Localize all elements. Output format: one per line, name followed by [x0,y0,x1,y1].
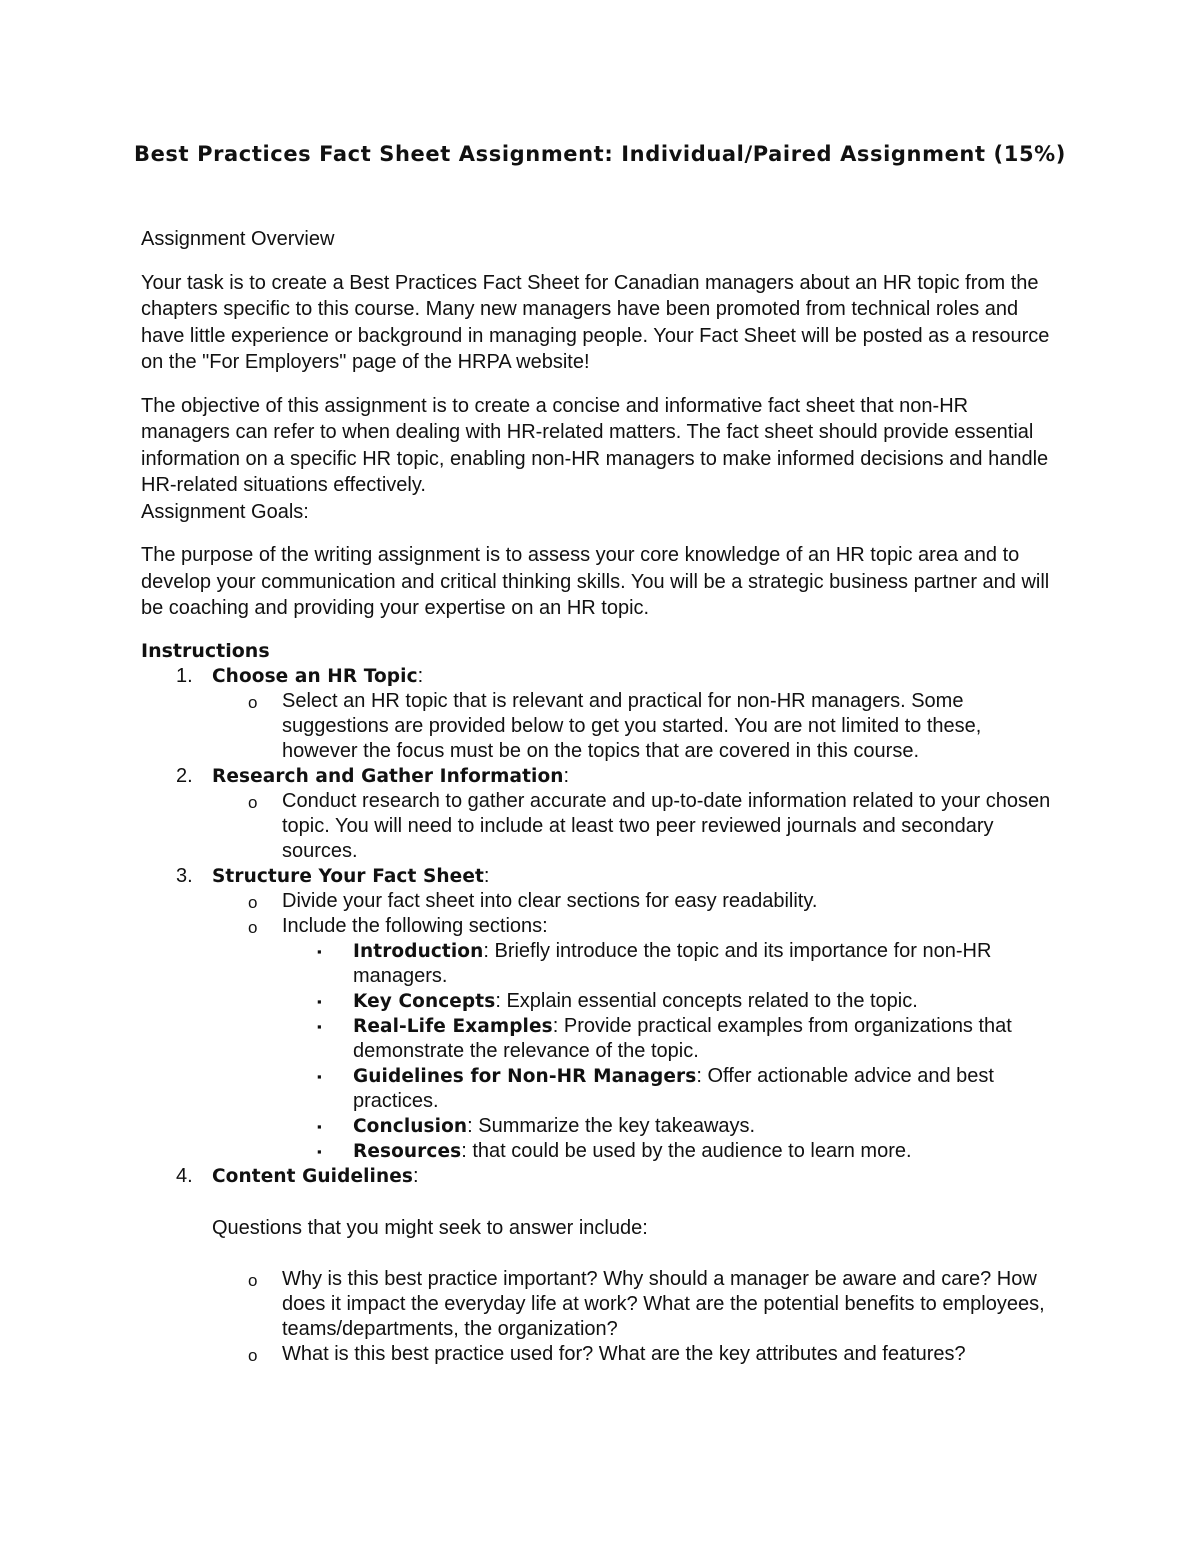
square-bullet-icon: ▪ [317,993,322,1009]
overview-heading: Assignment Overview [141,228,335,250]
step-4: 4. Content Guidelines: [176,1164,419,1187]
objective-paragraph: The objective of this assignment is to create a concise and informative fact sheet that non-HR managers can refer to when dealing with HR-related matters. The fact sheet should provide essential information on a specific HR topic, enabling non-HR managers to make informed decisions and handle HR-related situations effectively. [141,394,1049,496]
sub-bullet-marker: o [248,917,258,937]
question-text: Why is this best practice important? Why should a manager be aware and care? How does it impact the everyday life at work? What are the potential benefits to employees, teams/departments, the organization? [282,1268,1045,1340]
square-bullet-icon: ▪ [317,1018,322,1034]
step-1: 1. Choose an HR Topic: [176,664,424,687]
questions-intro: Questions that you might seek to answer include: [212,1216,648,1239]
step-3-sub-1 [141,889,1061,914]
step-2-sub-1 [141,789,1061,864]
section-item-guidelines: ▪ Guidelines for Non-HR Managers: Offer actionable advice and best practices. [317,1064,994,1112]
sub-item-text: Conduct research to gather accurate and up-to-date information related to your chosen topic. You will need to include at least two peer reviewed journals and secondary sources. [282,789,1051,862]
step-3-sub-2 [141,914,1061,939]
question-item-1 [141,1267,1061,1342]
section-item-real-life-examples: ▪ Real-Life Examples: Provide practical examples from organizations that demonstrate the relevance of the topic. [317,1014,1012,1062]
sub-bullet-marker: o [248,792,258,812]
step-number: 1. [176,664,193,687]
question-text: What is this best practice used for? What are the key attributes and features? [282,1343,966,1365]
sub-bullet-marker: o [248,1271,258,1290]
section-item-conclusion: ▪ Conclusion: Summarize the key takeaways. [317,1114,756,1137]
square-bullet-icon: ▪ [317,943,322,959]
purpose-paragraph: The purpose of the writing assignment is to assess your core knowledge of an HR topic area and to develop your communication and critical thinking skills. You will be a strategic business partner and will be coaching and providing your expertise on an HR topic. [141,544,1050,619]
step-title: Structure Your Fact Sheet [212,865,484,887]
document-body [141,226,1061,1367]
sub-bullet-marker: o [248,892,258,912]
goals-heading: Assignment Goals: [141,500,309,523]
step-title: Research and Gather Information [212,765,564,787]
square-bullet-icon: ▪ [317,1068,322,1084]
step-number: 4. [176,1164,193,1187]
sub-bullet-marker: o [248,692,258,712]
sub-item-text: Include the following sections: [282,914,548,937]
instructions-heading: Instructions [141,639,270,662]
section-item-introduction: ▪ Introduction: Briefly introduce the topic and its importance for non-HR managers. [317,939,992,987]
section-item-key-concepts: ▪ Key Concepts: Explain essential concepts related to the topic. [317,989,918,1012]
question-item-2 [141,1342,1061,1367]
step-title: Choose an HR Topic [212,665,418,687]
step-number: 2. [176,764,193,787]
sub-bullet-marker: o [248,1346,258,1365]
step-1-sub-1 [141,689,1061,764]
step-number: 3. [176,864,193,887]
overview-paragraph: Your task is to create a Best Practices Fact Sheet for Canadian managers about an HR topic from the chapters specific to this course. Many new managers have been promoted from technical roles and have little experience or background in managing people. Your Fact Sheet will be posted as a resource on the "For Employers" page of the HRPA website! [141,271,1050,373]
step-title: Content Guidelines [212,1165,414,1187]
document-title: Best Practices Fact Sheet Assignment: Individual/Paired Assignment (15%) [133,142,1066,166]
square-bullet-icon: ▪ [317,1118,322,1134]
square-bullet-icon: ▪ [317,1143,322,1159]
step-2: 2. Research and Gather Information: [176,764,570,787]
step-3: 3. Structure Your Fact Sheet: [176,864,490,887]
section-item-resources: ▪ Resources: that could be used by the audience to learn more. [317,1139,912,1162]
sub-item-text: Divide your fact sheet into clear sections for easy readability. [282,889,818,912]
sub-item-text: Select an HR topic that is relevant and practical for non-HR managers. Some suggestions are provided below to get you started. You are not limited to these, however the focus must be on the topics that are covered in this course. [282,689,982,762]
